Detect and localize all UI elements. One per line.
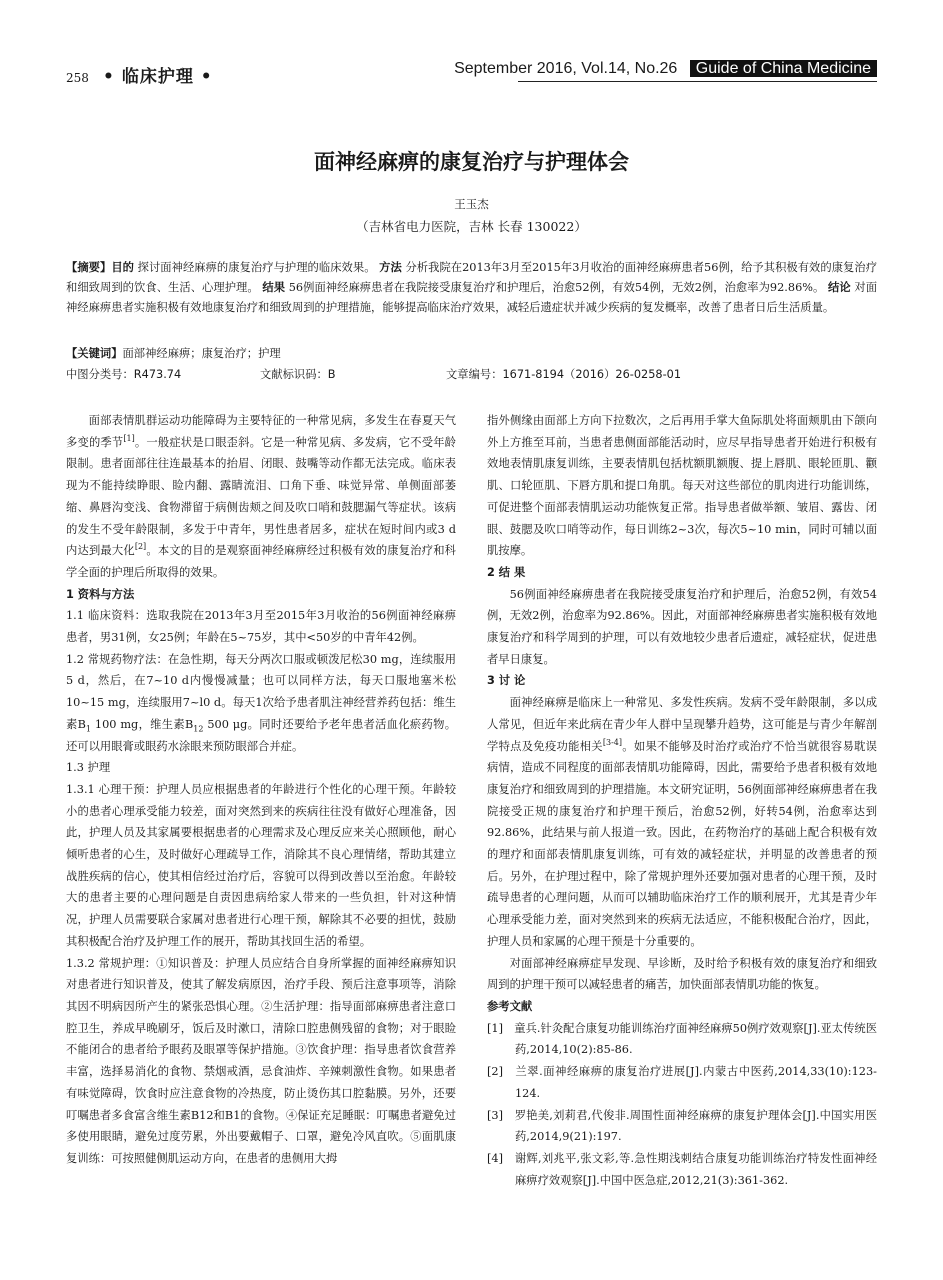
objective-text: 探讨面神经麻痹的康复治疗与护理的临床效果。: [137, 261, 376, 274]
header-left: [66, 62, 213, 87]
discussion-text-a: 面神经麻痹是临床上一种常见、多发性疾病。发病不受年龄限制，多以成人常见，但近年来此病在青少年人群中呈现攀升趋势，这可能是与青少年解剖学特点及免疫功能相关: [487, 696, 877, 753]
discussion-text-b: 。如果不能够及时治疗或治疗不恰当就很容易耽误病情，造成不同程度的面部表情肌功能障碍，因此，需要给予患者积极有效地康复治疗和细致周到的护理措施。本文研究证明，56例面部神经麻痹患者在我院接受正规的康复治疗和护理干预后，治愈52例，好转54例，治愈率达到92.86%，此结果与前人报道一致。因此，在药物治疗的基础上配合积极有效的理疗和面部表情肌康复训练，可有效的减轻症状，并明显的改善患者的预后。另外，在护理过程中，除了常规护理外还要加强对患者的心理干预，及时疏导患者的心理问题，从而可以辅助临床治疗工作的顺利展开，尤其是青少年心理承受能力差，面对突然到来的疾病无法适应，不能积极配合治疗，因此，护理人员和家属的心理干预是十分重要的。: [487, 739, 877, 948]
section-1-2: [66, 649, 456, 758]
keywords-text: 面部神经麻痹；康复治疗；护理: [122, 347, 281, 360]
section-1-3-heading: 1.3 护理: [66, 761, 111, 775]
citation-2: [2]: [134, 542, 147, 552]
page-header: [66, 56, 877, 90]
conclusion-label: 结论: [828, 281, 851, 294]
result-text: 56例面神经麻痹患者在我院接受康复治疗和护理后，治愈52例，有效54例，无效2例，治愈率为92.86%。: [288, 281, 825, 294]
header-rule: [518, 81, 877, 82]
left-column: [66, 410, 456, 1170]
discussion-paragraph-2: 对面部神经麻痹症早发现、早诊断，及时给予积极有效的康复治疗和细致周到的护理干预可以减轻患者的痛苦，加快面部表情肌功能的恢复。: [487, 956, 877, 992]
article-title: 面神经麻痹的康复治疗与护理体会: [314, 150, 629, 174]
reference-item: [4] 谢辉,刘兆平,张文彩,等.急性期浅刺结合康复功能训练治疗特发性面神经麻痹疗效观察[J].中国中医急症,2012,21(3):361-362.: [487, 1151, 877, 1187]
right-column: [487, 410, 877, 1191]
section-3-heading: 3 讨 论: [487, 674, 526, 688]
section-2-heading: 2 结 果: [487, 565, 526, 579]
section-1-3-2-cont: 指外侧缘由面部上方向下拉数次，之后再用手掌大鱼际肌处将面颊肌由下颌向外上方推至耳前，当患者患侧面部能活动时，应尽早指导患者开始进行积极有效地表情肌康复训练，主要表情肌包括枕额肌额腹、提上唇肌、眼轮匝肌、颧肌、口轮匝肌、下唇方肌和提口角肌。每天对这些部位的肌肉进行功能训练，可促进整个面部表情肌运动功能恢复正常。指导患者做举额、皱眉、露齿、闭眼、鼓腮及吹口哨等动作，每日训练2~3次，每次5~10 min，同时可辅以面肌按摩。: [487, 414, 877, 558]
subscript-12: 12: [193, 724, 204, 734]
result-label: 结果: [262, 281, 286, 294]
citation-3-4: [3-4]: [602, 737, 623, 747]
page-number: 258: [66, 71, 89, 85]
section-1-heading: 1 资料与方法: [66, 587, 135, 601]
objective-label: 目的: [111, 261, 134, 274]
intro-text-b: 。一般症状是口眼歪斜。它是一种常见病、多发病，它不受年龄限制。患者面部往往连最基本的抬眉、闭眼、鼓嘴等动作都无法完成。临床表现为不能持续睁眼、睑内翻、露睛流泪、口角下垂、味觉异常、单侧面部萎缩、鼻唇沟变浅、食物滞留于病侧齿颊之间及吹口哨和鼓腮漏气等症状。该病的发生不受年龄限制，多发于中青年，男性患者居多，症状在短时间内或3 d内达到最大化: [66, 435, 456, 558]
section-2-text: 56例面神经麻痹患者在我院接受康复治疗和护理后，治愈52例，有效54例，无效2例，治愈率为92.86%。因此，对面部神经麻痹患者实施积极有效地康复治疗和科学周到的护理，可以有效地较少患者后遗症，减轻症状，促进患者早日康复。: [487, 587, 877, 666]
conclusion-text: 对面神经麻痹患者实施积极有效地康复治疗和细致周到的护理措施，能够提高临床治疗效果，减轻后遗症状并减少疾病的复发概率，改善了患者日后生活质量。: [66, 281, 877, 314]
reference-item: [3] 罗艳美,刘莉君,代俊非.周围性面神经麻痹的康复护理体会[J].中国实用医药,2014,9(21):197.: [487, 1108, 877, 1144]
journal-issue: September 2016, Vol.14, No.26: [454, 60, 678, 77]
keywords-label: 【关键词】: [66, 347, 123, 360]
clc-number: 中图分类号：R473.74: [66, 368, 182, 381]
section-1-3-2: 1.3.2 常规护理：①知识普及：护理人员应结合自身所掌握的面神经麻痹知识对患者进行知识普及，使其了解发病原因，治疗手段、预后注意事项等，消除其因不明病因所产生的紧张恐惧心理。②生活护理：指导面部麻痹患者注意口腔卫生，养成早晚刷牙，饭后及时漱口，清除口腔患侧残留的食物；对于眼睑不能闭合的患者给予眼药及眼罩等保护措施。③饮食护理：指导患者饮食营养丰富，选择易消化的食物、禁烟戒酒，忌食油炸、辛辣刺激性食物。如果患者有味觉障碍，饮食时应注意食物的冷热度，防止烫伤其口腔黏膜。另外，还要叮嘱患者多食富含维生素B12和B1的食物。④保证充足睡眠：叮嘱患者避免过多使用眼睛，避免过度劳累，外出要戴帽子、口罩，避免冷风直吹。⑤面肌康复训练：可按照健侧肌运动方向，在患者的患侧用大拇: [66, 956, 456, 1165]
intro-text-c: 。本文的目的是观察面神经麻痹经过积极有效的康复治疗和科学全面的护理后所取得的效果。: [66, 544, 456, 579]
discussion-paragraph-1: [487, 692, 877, 952]
section-1-2-text-c: 500 μg。同时还要给予老年患者活血化瘀药物。还可以用眼膏或眼药水涂眼来预防眼部合并症。: [66, 717, 456, 753]
affiliation: （吉林省电力医院，吉林 长春 130022）: [356, 219, 587, 234]
document-code: 文献标识码：B: [260, 368, 336, 381]
references-heading: 参考文献: [487, 999, 533, 1013]
reference-item: [1] 童兵.针灸配合康复功能训练治疗面神经麻痹50例疗效观察[J].亚太传统医药,2014,10(2):85-86.: [487, 1021, 877, 1057]
article-id: 文章编号：1671-8194（2016）26-0258-01: [446, 368, 682, 381]
section-1-1: 1.1 临床资料：选取我院在2013年3月至2015年3月收治的56例面神经麻痹患者，男31例，女25例；年龄在5~75岁，其中<50岁的中青年42例。: [66, 609, 456, 645]
section-name: • 临床护理 •: [103, 67, 213, 87]
section-1-3-1: 1.3.1 心理干预：护理人员应根据患者的年龄进行个性化的心理干预。年龄较小的患者心理承受能力较差，面对突然到来的疾病往往没有做好心理准备，因此，护理人员及其家属要根据患者的心理需求及心理反应来关心照顾他，耐心倾听患者的心生，及时做好心理疏导工作，消除其不良心理情绪，帮助其建立战胜疾病的信心，使其相信经过治疗后，容貌可以得到改善以至治愈。年龄较大的患者主要的心理问题是自责因患病给家人带来的一些负担，针对这种情况，护理人员需要联合家属对患者进行心理干预，解除其不必要的担忧，鼓励其积极配合治疗及护理工作的展开，帮助其找回生活的希望。: [66, 782, 456, 948]
section-1-2-text-b: 100 mg，维生素B: [91, 717, 194, 731]
method-text: 分析我院在2013年3月至2015年3月收治的面神经麻痹患者56例，给予其积极有效的康复治疗和细致周到的饮食、生活、心理护理。: [66, 261, 877, 294]
citation-1: [1]: [123, 433, 135, 443]
section-1-2-text-a: 1.2 常规药物疗法：在急性期，每天分两次口服或顿泼尼松30 mg，连续服用5 d，然后，在7~10 d内慢慢减量；也可以同样方法，每天口服地塞米松10~15 mg，连续服用7~l0 d。每天1次给予患者肌注神经营养药包括：维生素B: [66, 652, 456, 731]
author: 王玉杰: [454, 197, 489, 211]
method-label: 方法: [379, 261, 402, 274]
abstract-label: 【摘要】: [66, 261, 112, 274]
intro-text-a: 面部表情肌群运动功能障碍为主要特征的一种常见病，多发生在春夏天气多变的季节: [66, 414, 456, 449]
article-meta: [66, 366, 877, 386]
header-right: [454, 60, 877, 78]
reference-item: [2] 兰翠.面神经麻痹的康复治疗进展[J].内蒙古中医药,2014,33(10):123-124.: [487, 1065, 877, 1100]
journal-name: Guide of China Medicine: [690, 60, 877, 77]
subscript-1: 1: [85, 724, 91, 734]
keywords: [66, 344, 877, 364]
abstract: [66, 258, 877, 318]
intro-paragraph: [66, 410, 456, 584]
